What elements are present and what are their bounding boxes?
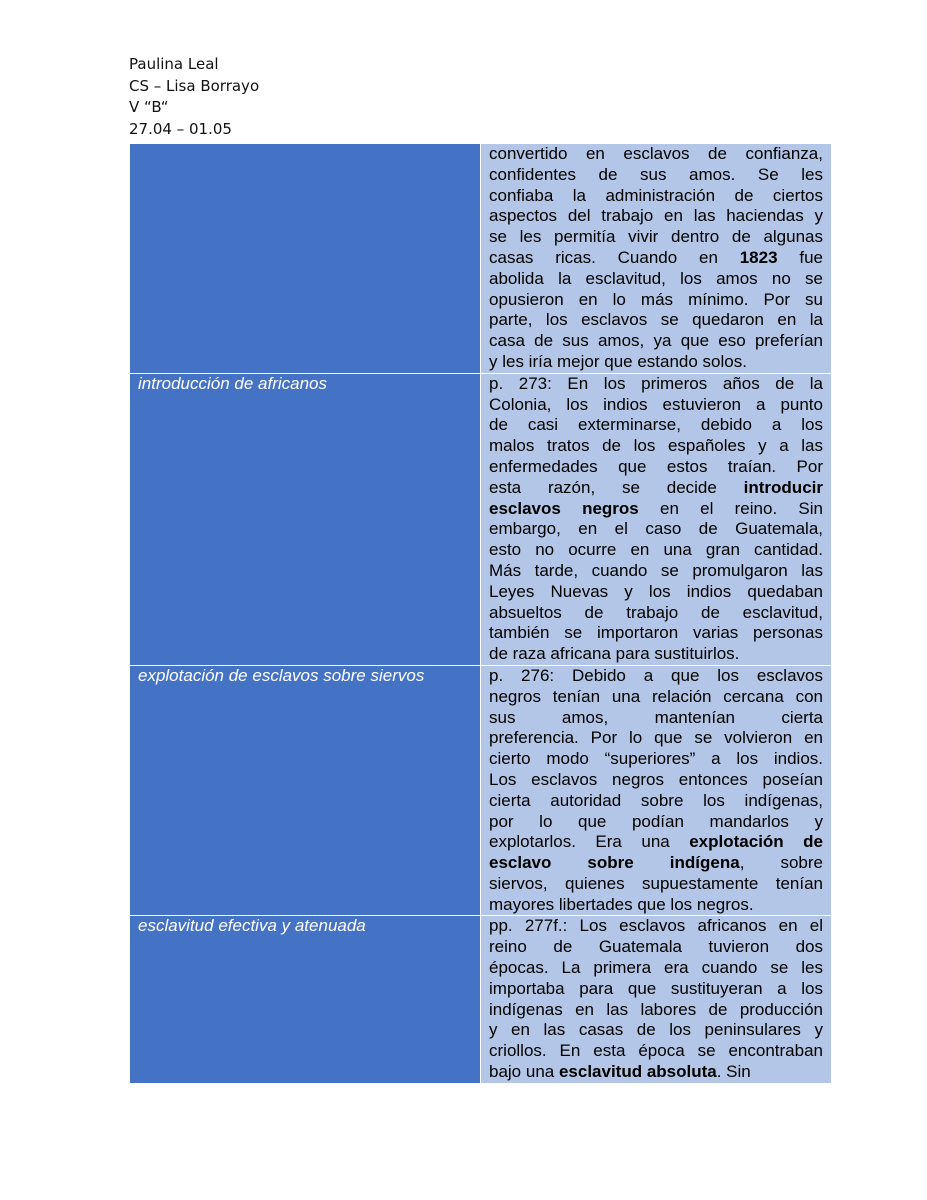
text-segment: Leyes Nuevas y los indios quedaban — [489, 581, 823, 601]
text-segment: preferencia. Por lo que se volvieron en — [489, 728, 823, 748]
description-line — [489, 1062, 823, 1083]
text-segment: épocas. La primera era cuando se les — [489, 958, 823, 978]
text-segment: Los esclavos negros entonces poseían — [489, 769, 823, 789]
text-segment: opusieron en lo más mínimo. Por su — [489, 289, 823, 309]
description-line — [489, 916, 823, 937]
description-line — [489, 290, 823, 311]
term-cell: esclavitud efectiva y atenuada — [130, 916, 481, 1083]
text-segment: criollos. En esta época se encontraban — [489, 1041, 823, 1061]
text-segment: de raza africana para sustituirlos. — [489, 644, 740, 664]
text-segment: absueltos de trabajo de esclavitud, — [489, 602, 823, 622]
description-line — [489, 832, 823, 853]
text-segment: , sobre — [739, 853, 823, 873]
text-segment: por lo que podían mandarlos y — [489, 811, 823, 831]
description-line — [489, 770, 823, 791]
description-line — [489, 478, 823, 499]
text-segment: convertido en esclavos de confianza, — [489, 144, 823, 163]
text-segment: en el reino. Sin — [638, 498, 823, 518]
description-cell — [481, 916, 832, 1083]
description-line — [489, 1000, 823, 1021]
term-cell — [130, 144, 481, 374]
table-row — [130, 665, 832, 916]
description-line — [489, 958, 823, 979]
bold-text: esclavo sobre indígena — [489, 853, 740, 873]
text-segment: Más tarde, cuando se promulgaron las — [489, 560, 823, 580]
table-row — [130, 916, 832, 1083]
description-cell — [481, 144, 832, 374]
text-segment: indígenas en las labores de producción — [489, 999, 823, 1019]
description-line — [489, 457, 823, 478]
bold-text: 1823 — [739, 247, 778, 267]
term-cell: explotación de esclavos sobre siervos — [130, 665, 481, 916]
text-segment: p. 273: En los primeros años de la — [489, 373, 823, 393]
description-line — [489, 937, 823, 958]
table-row — [130, 373, 832, 665]
text-segment: casas ricas. Cuando en — [489, 247, 740, 267]
description-line — [489, 499, 823, 520]
text-segment: embargo, en el caso de Guatemala, — [489, 519, 823, 539]
term-cell: introducción de africanos — [130, 373, 481, 665]
table-row — [130, 144, 832, 374]
description-line — [489, 644, 823, 665]
text-segment: esta razón, se decide — [489, 477, 744, 497]
text-segment: sus amos, mantenían cierta — [489, 707, 823, 727]
description-line — [489, 874, 823, 895]
description-cell — [481, 373, 832, 665]
text-segment: Colonia, los indios estuvieron a punto — [489, 394, 823, 414]
text-segment: casa de sus amos, ya que eso preferían — [489, 331, 823, 351]
description-line — [489, 687, 823, 708]
description-line — [489, 519, 823, 540]
text-segment: cierta autoridad sobre los indígenas, — [489, 790, 823, 810]
description-line — [489, 728, 823, 749]
date-range: 27.04 – 01.05 — [129, 120, 232, 139]
course-teacher: CS – Lisa Borrayo — [129, 76, 260, 95]
description-line — [489, 269, 823, 290]
text-segment: mayores libertades que los negros. — [489, 894, 754, 914]
description-line — [489, 979, 823, 1000]
text-segment: confidentes de sus amos. Se les — [489, 164, 823, 184]
text-segment: confiaba la administración de ciertos — [489, 185, 823, 205]
description-line — [489, 206, 823, 227]
description-line — [489, 144, 823, 165]
description-line — [489, 165, 823, 186]
text-segment: reino de Guatemala tuvieron dos — [489, 937, 823, 957]
description-line — [489, 708, 823, 729]
text-segment: p. 276: Debido a que los esclavos — [489, 665, 823, 685]
bold-text: esclavitud absoluta — [558, 1062, 717, 1082]
text-segment: negros tenían una relación cercana con — [489, 686, 823, 706]
description-line — [489, 812, 823, 833]
description-line — [489, 540, 823, 561]
bold-text: introducir — [743, 477, 823, 497]
text-segment: fue — [777, 247, 823, 267]
description-line — [489, 623, 823, 644]
text-segment: también se importaron varias personas — [489, 623, 823, 643]
text-segment: de casi exterminarse, debido a los — [489, 415, 823, 435]
text-segment: parte, los esclavos se quedaron en la — [489, 310, 823, 330]
text-segment: pp. 277f.: Los esclavos africanos en el — [489, 916, 823, 936]
text-segment: cierto modo “superiores” a los indios. — [489, 749, 823, 769]
text-segment: aspectos del trabajo en las haciendas y — [489, 206, 823, 226]
description-line — [489, 248, 823, 269]
text-segment: bajo una — [489, 1062, 559, 1082]
description-line — [489, 310, 823, 331]
description-line — [489, 186, 823, 207]
text-segment: . Sin — [716, 1062, 751, 1082]
text-segment: malos tratos de los españoles y a las — [489, 436, 823, 456]
text-segment: abolida la esclavitud, los amos no se — [489, 268, 823, 288]
description-line — [489, 415, 823, 436]
text-segment: esto no ocurre en una gran cantidad. — [489, 540, 823, 560]
description-cell — [481, 665, 832, 916]
description-line — [489, 1020, 823, 1041]
document-header — [129, 54, 259, 141]
description-line — [489, 374, 823, 395]
description-line — [489, 603, 823, 624]
bold-text: esclavos negros — [489, 498, 639, 518]
glossary-table — [129, 143, 832, 1084]
text-segment: siervos, quienes supuestamente tenían — [489, 873, 823, 893]
text-segment: enfermedades que estos traían. Por — [489, 456, 823, 476]
description-line — [489, 749, 823, 770]
class-group: V “B“ — [129, 98, 169, 117]
description-line — [489, 853, 823, 874]
author-name: Paulina Leal — [129, 55, 219, 73]
description-line — [489, 666, 823, 687]
text-segment: se les permitía vivir dentro de algunas — [489, 227, 823, 247]
description-line — [489, 895, 823, 916]
description-line — [489, 227, 823, 248]
description-line — [489, 436, 823, 457]
text-segment: explotarlos. Era una — [489, 832, 690, 852]
text-segment: y les iría mejor que estando solos. — [489, 351, 747, 371]
description-line — [489, 352, 823, 373]
text-segment: importaba para que sustituyeran a los — [489, 978, 823, 998]
description-line — [489, 582, 823, 603]
description-line — [489, 791, 823, 812]
description-line — [489, 395, 823, 416]
text-segment: y en las casas de los peninsulares y — [489, 1020, 823, 1040]
bold-text: explotación de — [689, 832, 824, 852]
description-line — [489, 331, 823, 352]
description-line — [489, 561, 823, 582]
description-line — [489, 1041, 823, 1062]
